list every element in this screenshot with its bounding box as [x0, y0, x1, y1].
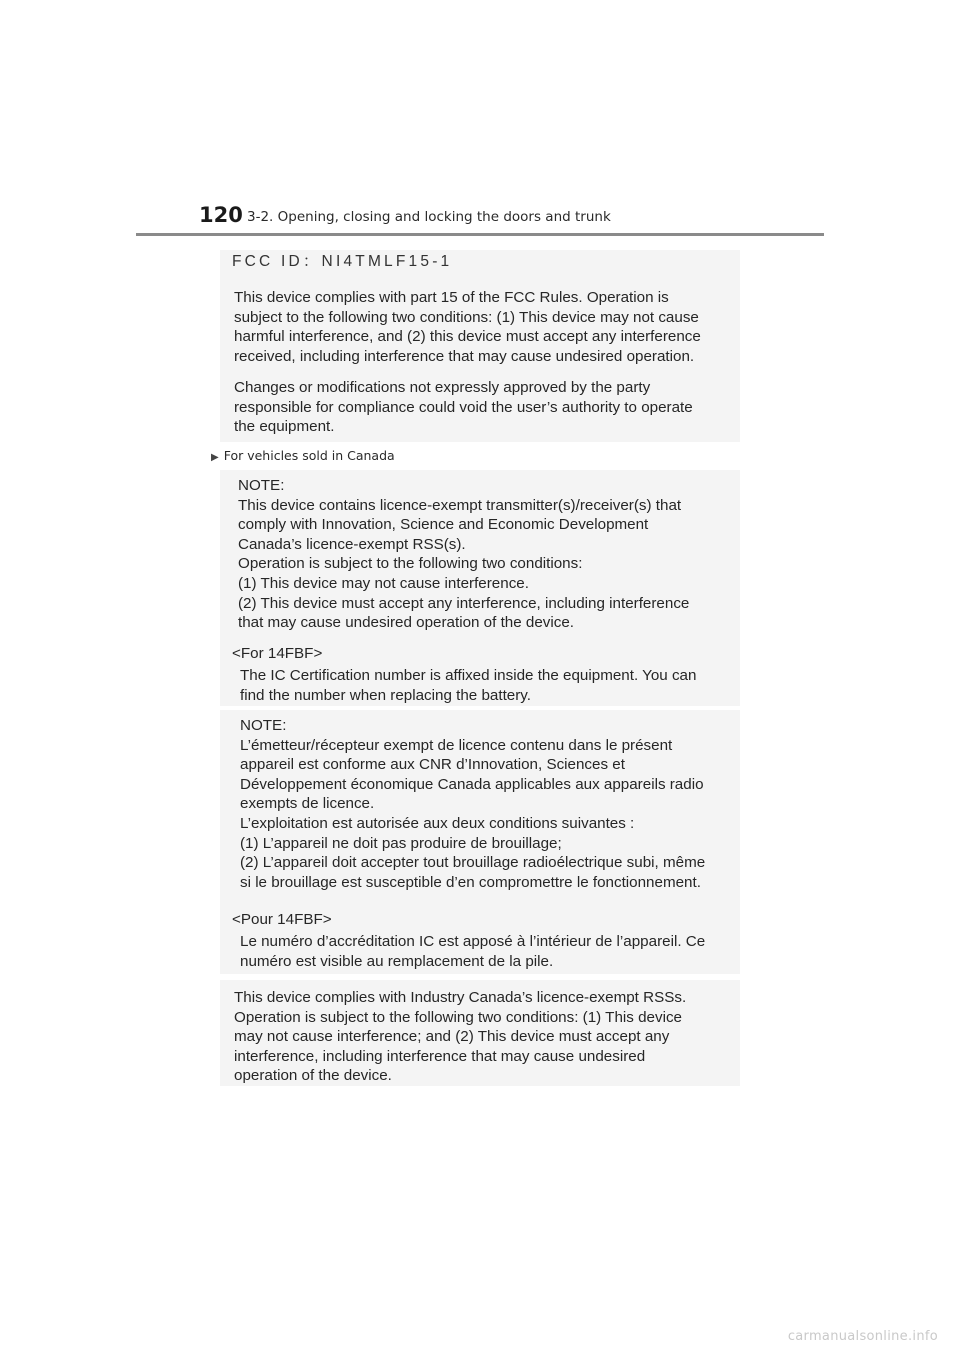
- industry-canada-text: [234, 988, 730, 1086]
- canada-english-note: [238, 476, 734, 633]
- header-divider: [136, 233, 824, 236]
- canada-french-note: [240, 716, 736, 892]
- text-line: comply with Innovation, Science and Economic Development: [238, 516, 649, 534]
- text-line: Développement économique Canada applicables aux appareils radio: [240, 775, 704, 793]
- text-line: received, including interference that may cause undesired operation.: [234, 347, 695, 365]
- text-line: Operation is subject to the following two conditions: (1) This device: [234, 1008, 682, 1026]
- text-line: that may cause undesired operation of the device.: [238, 614, 575, 632]
- ic-accreditation-text: [240, 932, 730, 971]
- text-line: responsible for compliance could void the user’s authority to operate: [234, 398, 693, 416]
- ic-certification-text: [240, 666, 730, 705]
- text-line: operation of the device.: [234, 1067, 392, 1085]
- canada-section-heading: [211, 448, 395, 463]
- text-line: This device complies with Industry Canada’s licence-exempt RSSs.: [234, 989, 687, 1006]
- triangle-right-icon: ▶: [211, 452, 219, 463]
- text-line: Canada’s licence-exempt RSS(s).: [238, 535, 466, 553]
- text-line: L’émetteur/récepteur exempt de licence contenu dans le présent: [240, 736, 673, 754]
- text-line: (2) This device must accept any interference, including interference: [238, 594, 690, 612]
- industry-canada-notice-panel: [220, 980, 740, 1086]
- text-line: L’exploitation est autorisée aux deux conditions suivantes :: [240, 814, 635, 832]
- model-label: <Pour 14FBF>: [232, 911, 332, 928]
- canada-section-label: For vehicles sold in Canada: [223, 448, 395, 463]
- text-line: numéro est visible au remplacement de la pile.: [240, 952, 554, 970]
- text-line: si le brouillage est susceptible d’en compromettre le fonctionnement.: [240, 873, 701, 891]
- text-line: interference, including interference that may cause undesired: [234, 1047, 646, 1065]
- page-number: 120: [199, 203, 243, 227]
- footer-watermark: carmanualsonline.info: [787, 1329, 938, 1344]
- fcc-id: FCC ID：NI4TMLF15-1: [232, 253, 453, 270]
- text-line: This device complies with part 15 of the FCC Rules. Operation is: [234, 289, 669, 306]
- text-line: may not cause interference; and (2) This device must accept any: [234, 1028, 670, 1046]
- canada-english-notice-panel: [220, 470, 740, 706]
- text-line: NOTE:: [238, 477, 285, 494]
- text-line: Operation is subject to the following two conditions:: [238, 555, 583, 573]
- page-header: [0, 0, 960, 240]
- section-title: 3-2. Opening, closing and locking the doors and trunk: [247, 209, 611, 225]
- text-line: This device contains licence-exempt transmitter(s)/receiver(s) that: [238, 496, 682, 514]
- text-line: (2) L’appareil doit accepter tout brouillage radioélectrique subi, même: [240, 854, 706, 872]
- text-line: Changes or modifications not expressly approved by the party: [234, 379, 651, 396]
- canada-french-notice-panel: [220, 710, 740, 974]
- model-label: <For 14FBF>: [232, 645, 323, 662]
- text-line: subject to the following two conditions: (1) This device may not cause: [234, 308, 699, 326]
- text-line: (1) L’appareil ne doit pas produire de brouillage;: [240, 834, 562, 852]
- fcc-notice-panel: [220, 250, 740, 442]
- text-line: harmful interference, and (2) this device must accept any interference: [234, 328, 701, 346]
- text-line: Le numéro d’accréditation IC est apposé à l’intérieur de l’appareil. Ce: [240, 933, 706, 950]
- text-line: exempts de licence.: [240, 795, 375, 813]
- text-line: find the number when replacing the battery.: [240, 686, 531, 704]
- text-line: NOTE:: [240, 717, 287, 734]
- fcc-compliance-text: [234, 288, 724, 366]
- text-line: (1) This device may not cause interference.: [238, 574, 529, 592]
- text-line: The IC Certification number is affixed inside the equipment. You can: [240, 667, 697, 684]
- fcc-modification-text: [234, 378, 724, 437]
- text-line: the equipment.: [234, 418, 335, 436]
- text-line: appareil est conforme aux CNR d’Innovation, Sciences et: [240, 756, 625, 774]
